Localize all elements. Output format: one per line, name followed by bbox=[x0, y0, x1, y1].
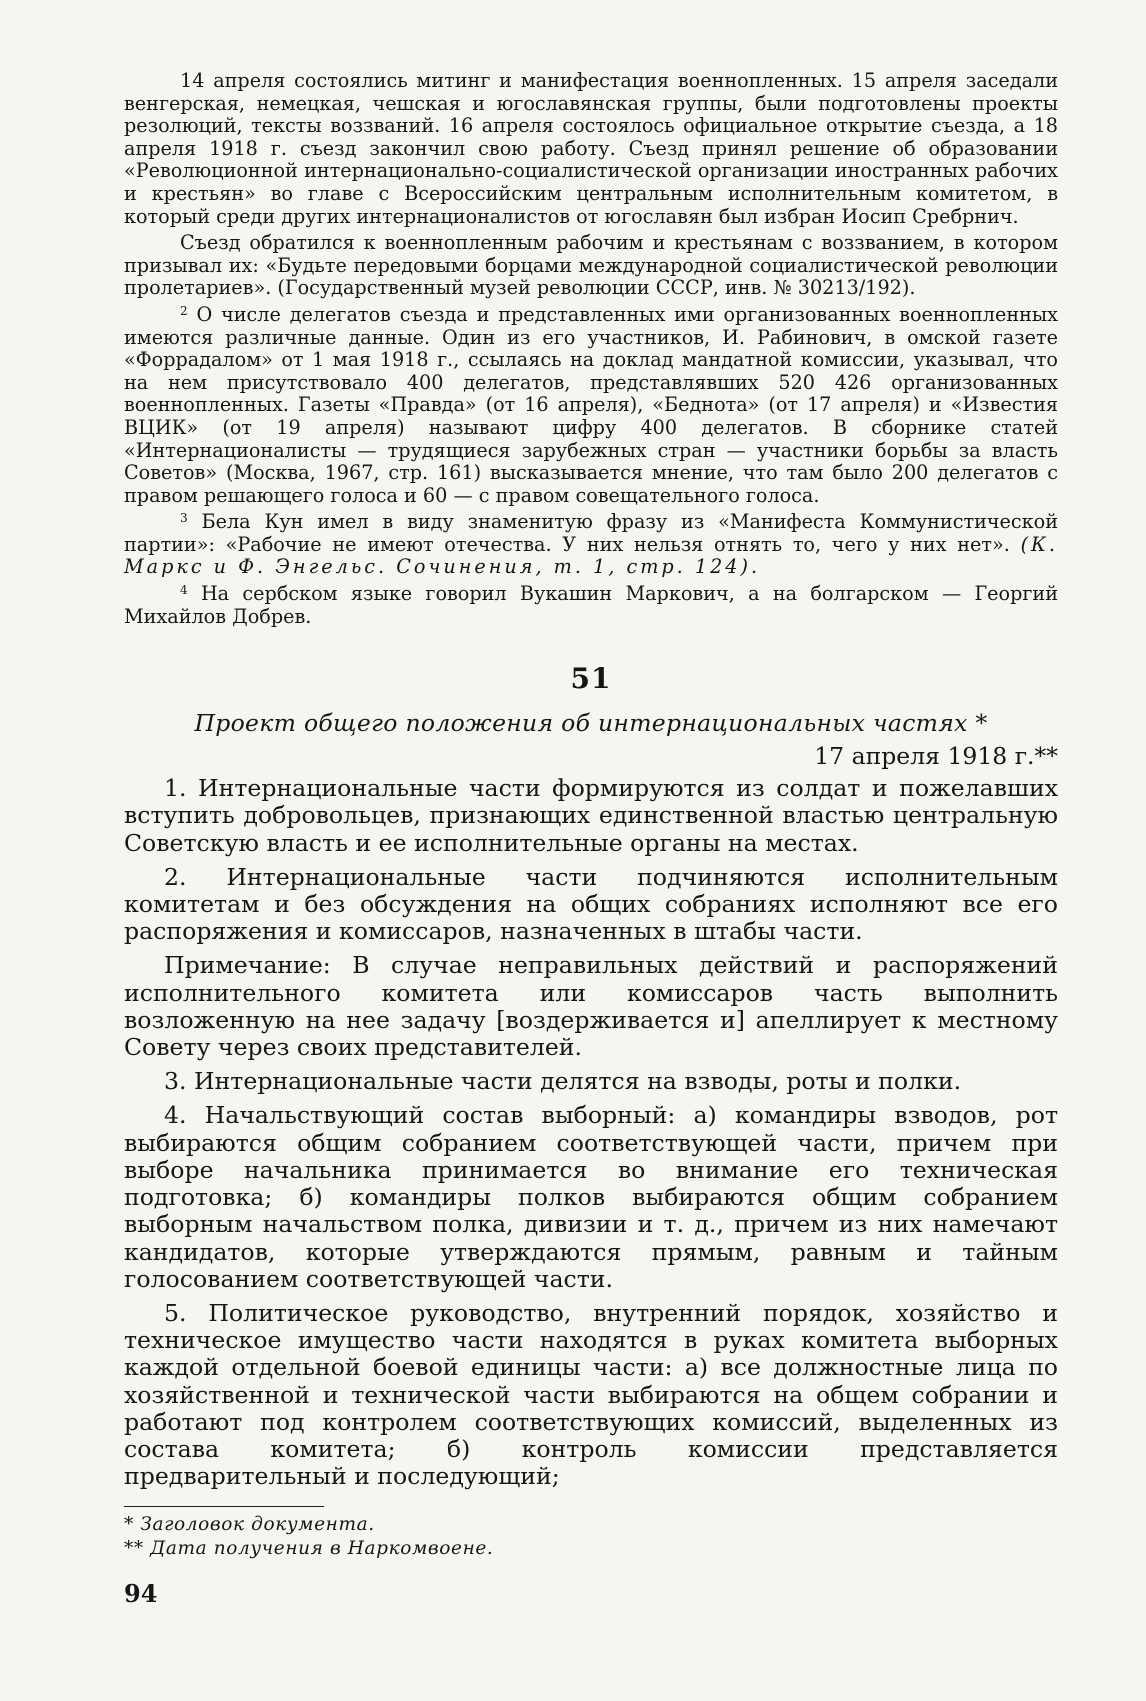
footnotes bbox=[124, 1513, 1058, 1561]
page-number: 94 bbox=[124, 1579, 158, 1608]
body-paragraph: 2. Интернациональные части подчиняются исполнительным комитетам и без обсуждения на общих собраниях исполняют все его распоряжения и комиссаров, назначенных в штабы части. bbox=[124, 862, 1058, 946]
note-paragraph: $^4$ На сербском языке говорил Вукашин Маркович, а на болгарском — Георгий Михайлов Добрев. bbox=[124, 582, 1058, 628]
document-title: Проект общего положения об интернациональных частях * bbox=[194, 709, 988, 738]
note-marker: 2 bbox=[180, 303, 188, 318]
footnote: * Заголовок документа. bbox=[124, 1514, 375, 1536]
note-paragraph: $^2$ О числе делегатов съезда и представленных ими организованных военнопленных имеются различные данные. Один из его участников, И. Рабинович, в омской газете «Форрадалом» от 1 мая 1918 г., ссылаясь на доклад мандатной комиссии, указывал, что на нем присутствовало 400 делегатов, представлявших 520 426 организованных военнопленных. Газеты «Правда» (от 16 апреля), «Беднота» (от 17 апреля) и «Известия ВЦИК» (от 19 апреля) называют цифру 400 делегатов. В сборнике статей «Интернационалисты — трудящиеся зарубежных стран — участники борьбы за власть Советов» (Москва, 1967, стр. 161) высказывается мнение, что там было 200 делегатов с правом решающего голоса и 60 — с правом совещательного голоса. bbox=[124, 302, 1058, 507]
body-paragraph: 3. Интернациональные части делятся на взводы, роты и полки. bbox=[164, 1067, 962, 1096]
body-paragraph: 5. Политическое руководство, внутренний порядок, хозяйство и техническое имущество части находятся в руках комитета выборных каждой отдельной боевой единицы части: а) все должностные лица по хозяйственной и технической части выбираются на общем собрании и работают под контролем соответствующих комиссий, выделенных из состава комитета; б) контроль комиссии представляется предварительный и последующий; bbox=[124, 1298, 1058, 1491]
title-footnote-mark: * bbox=[967, 709, 988, 738]
endnotes-section bbox=[124, 70, 1058, 628]
text-column bbox=[124, 70, 1058, 1561]
document-date: 17 апреля 1918 г.** bbox=[814, 742, 1058, 771]
citation: (К. Маркс и Ф. Энгельс. Сочинения, т. 1, стр. 124). bbox=[124, 532, 1058, 579]
note-paragraph: 14 апреля состоялись митинг и манифестация военнопленных. 15 апреля заседали венгерская, немецкая, чешская и югославянская группы, были подготовлены проекты резолюций, тексты воззваний. 16 апреля состоялось официальное открытие съезда, а 18 апреля 1918 г. съезд закончил свою работу. Съезд принял решение об образовании «Революционной интернационально-социалистической организации иностранных рабочих и крестьян» во главе с Всероссийским центральным исполнительным комитетом, в который среди других интернационалистов от югославян был избран Иосип Сребрнич. bbox=[124, 69, 1058, 228]
footnote: ** Дата получения в Наркомвоене. bbox=[124, 1538, 494, 1560]
note-marker: 3 bbox=[180, 511, 188, 526]
note-paragraph: $^3$ Бела Кун имел в виду знаменитую фразу из «Манифеста Коммунистической партии»: «Рабочие не имеют отечества. У них нельзя отнять то, чего у них нет». (К. Маркс и Ф. Энгельс. Сочинения, т. 1, стр. 124). bbox=[124, 510, 1058, 579]
document-number: 51 bbox=[570, 662, 612, 696]
document-body bbox=[124, 775, 1058, 1490]
date-footnote-mark: ** bbox=[1034, 742, 1058, 771]
note-paragraph: Съезд обратился к военнопленным рабочим и крестьянам с воззванием, в котором призывал их: «Будьте передовыми борцами международной социалистической революции пролетариев». (Государственный музей революции СССР, инв. № 30213/192). bbox=[124, 231, 1058, 300]
body-paragraph: 4. Начальствующий состав выборный: а) командиры взводов, рот выбираются общим собранием соответствующей части, причем при выборе начальника принимается во внимание его техническая подготовка; б) командиры полков выбираются общим собранием выборным начальством полка, дивизии и т. д., причем из них намечают кандидатов, которые утверждаются прямым, равным и тайным голосованием соответствующей части. bbox=[124, 1101, 1058, 1293]
body-paragraph: Примечание: В случае неправильных действий и распоряжений исполнительного комитета или комиссаров часть выполнить возложенную на нее задачу [воздерживается и] апеллирует к местному Совету через своих представителей. bbox=[124, 951, 1058, 1062]
footnote-divider bbox=[124, 1506, 324, 1507]
body-paragraph: 1. Интернациональные части формируются из солдат и пожелавших вступить добровольцев, признающих единственной властью центральную Советскую власть и ее исполнительные органы на местах. bbox=[124, 774, 1058, 857]
note-marker: 4 bbox=[180, 583, 188, 598]
